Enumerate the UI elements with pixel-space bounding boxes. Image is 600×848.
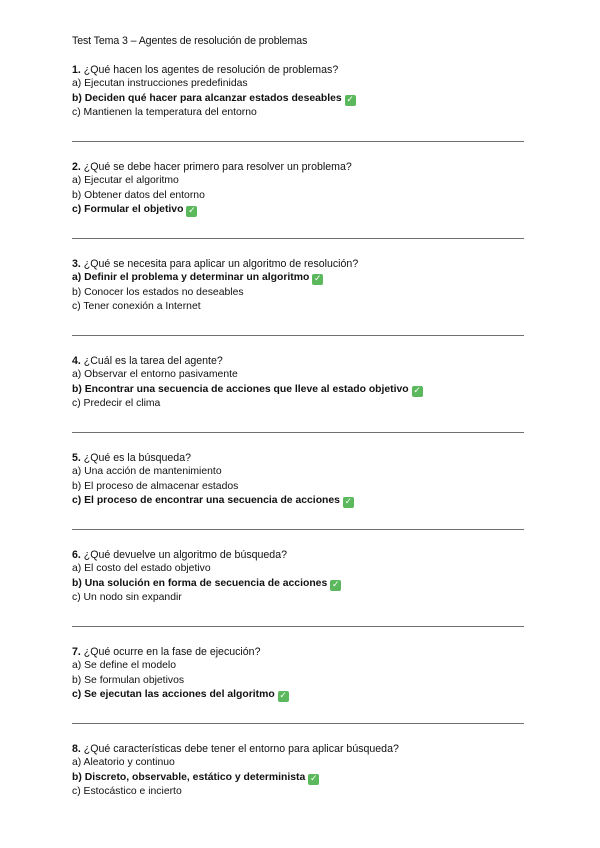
question-number: 3. <box>72 258 81 270</box>
question-prompt: ¿Qué devuelve un algoritmo de búsqueda? <box>83 549 287 561</box>
question-text <box>72 645 524 659</box>
option-b: b) El proceso de almacenar estados <box>72 480 239 492</box>
check-mark-icon: ✓ <box>346 94 354 105</box>
question-number: 5. <box>72 452 81 464</box>
question-4 <box>72 354 524 451</box>
question-text <box>72 451 524 465</box>
question-7 <box>72 645 524 742</box>
question-2 <box>72 160 524 257</box>
divider <box>72 335 524 336</box>
option-label: b) Una solución en forma de secuencia de acciones <box>72 577 328 589</box>
question-text <box>72 742 524 756</box>
option-b-correct <box>72 92 524 107</box>
option-label: c) El proceso de encontrar una secuencia de acciones <box>72 495 340 506</box>
question-number: 7. <box>72 646 81 658</box>
option-label: b) Discreto, observable, estático y determinista <box>72 771 306 783</box>
option-a: a) Ejecutan instrucciones predefinidas <box>72 78 248 89</box>
option-c: c) Tener conexión a Internet <box>72 301 201 312</box>
option-a: a) Ejecutar el algoritmo <box>72 175 179 186</box>
option-a: a) Se define el modelo <box>72 660 176 671</box>
option-label: b) Encontrar una secuencia de acciones que lleve al estado objetivo <box>72 383 409 395</box>
divider <box>72 141 524 142</box>
question-number: 8. <box>72 743 81 755</box>
question-3 <box>72 257 524 354</box>
divider <box>72 529 524 530</box>
check-mark-icon: ✓ <box>310 773 318 784</box>
option-c: c) Mantienen la temperatura del entorno <box>72 107 257 118</box>
question-text <box>72 63 524 77</box>
option-label: a) Definir el problema y determinar un algoritmo <box>72 272 310 283</box>
option-b: b) Conocer los estados no deseables <box>72 286 244 298</box>
question-text <box>72 548 524 562</box>
question-8 <box>72 742 524 839</box>
question-number: 1. <box>72 64 81 76</box>
question-1 <box>72 63 524 160</box>
question-text <box>72 354 524 368</box>
question-prompt: ¿Qué hacen los agentes de resolución de problemas? <box>83 64 339 76</box>
document-title: Test Tema 3 – Agentes de resolución de problemas <box>72 35 308 47</box>
divider <box>72 723 524 724</box>
check-mark-icon: ✓ <box>188 206 196 216</box>
question-prompt: ¿Qué se debe hacer primero para resolver un problema? <box>83 161 352 173</box>
check-mark-icon: ✓ <box>314 274 322 284</box>
option-a: a) Aleatorio y continuo <box>72 757 175 768</box>
option-label: c) Se ejecutan las acciones del algoritmo <box>72 689 275 700</box>
option-a: a) El costo del estado objetivo <box>72 563 211 574</box>
question-prompt: ¿Qué características debe tener el entorno para aplicar búsqueda? <box>83 743 399 755</box>
check-mark-icon: ✓ <box>331 579 340 590</box>
option-label: c) Formular el objetivo <box>72 204 184 215</box>
option-c-correct <box>72 688 524 703</box>
question-5 <box>72 451 524 548</box>
divider <box>72 238 524 239</box>
option-c: c) Predecir el clima <box>72 398 161 409</box>
question-prompt: ¿Cuál es la tarea del agente? <box>83 355 223 367</box>
question-number: 6. <box>72 549 81 561</box>
divider <box>72 432 524 433</box>
question-text <box>72 257 524 271</box>
divider <box>72 626 524 627</box>
check-mark-icon: ✓ <box>413 385 421 396</box>
option-a: a) Una acción de mantenimiento <box>72 466 222 477</box>
check-mark-icon: ✓ <box>344 497 353 507</box>
question-text <box>72 160 524 174</box>
question-prompt: ¿Qué es la búsqueda? <box>83 452 191 464</box>
option-a: a) Observar el entorno pasivamente <box>72 369 238 380</box>
option-b: b) Se formulan objetivos <box>72 674 185 686</box>
question-number: 2. <box>72 161 81 173</box>
option-b-correct <box>72 771 524 786</box>
option-c-correct <box>72 494 524 509</box>
option-b-correct <box>72 383 524 398</box>
check-mark-icon: ✓ <box>279 691 287 701</box>
question-prompt: ¿Qué se necesita para aplicar un algoritmo de resolución? <box>83 258 359 270</box>
question-6 <box>72 548 524 645</box>
option-c-correct <box>72 203 524 218</box>
question-number: 4. <box>72 355 81 367</box>
document-page <box>72 34 524 839</box>
option-b-correct <box>72 577 524 592</box>
option-a-correct <box>72 271 524 286</box>
option-c: c) Estocástico e incierto <box>72 786 182 797</box>
option-label: b) Deciden qué hacer para alcanzar estados deseables <box>72 92 342 104</box>
question-prompt: ¿Qué ocurre en la fase de ejecución? <box>83 646 261 658</box>
option-c: c) Un nodo sin expandir <box>72 592 182 603</box>
option-b: b) Obtener datos del entorno <box>72 189 205 201</box>
